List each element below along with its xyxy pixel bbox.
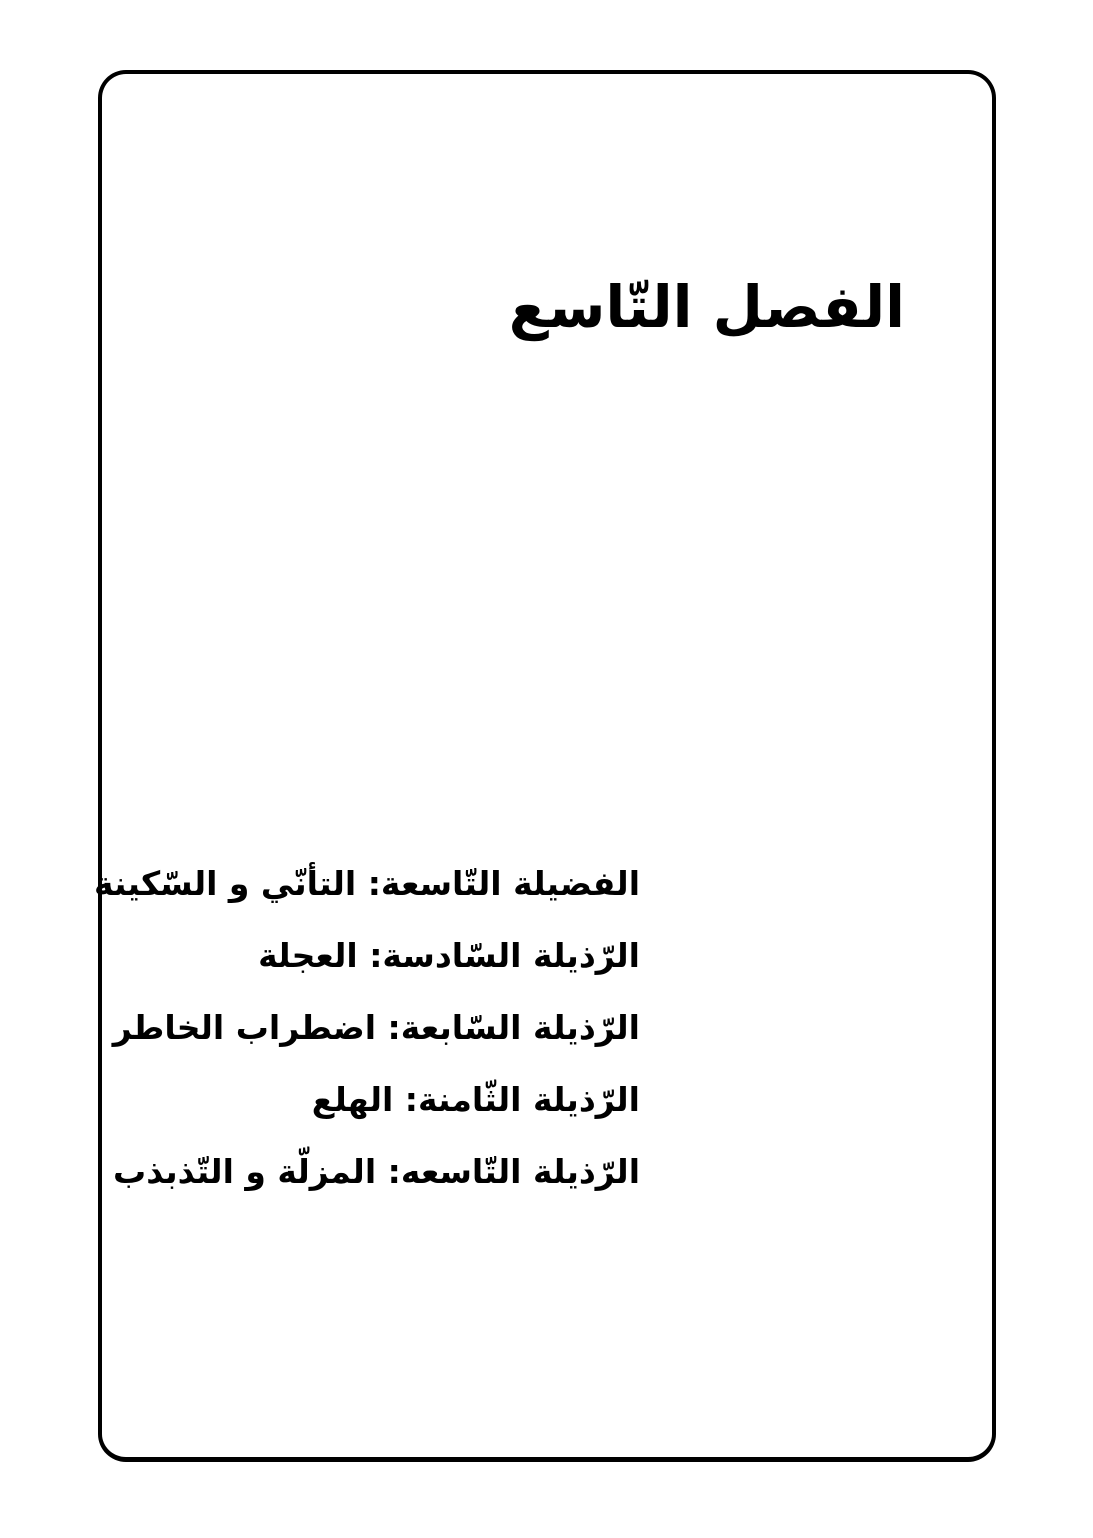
chapter-title: الفصل التّاسع [508, 273, 905, 341]
topic-item: الرّذيلة السّابعة: اضطراب الخاطر [112, 1008, 640, 1047]
topic-item: الرّذيلة التّاسعه: المزلّة و التّذبذب [113, 1152, 640, 1191]
topic-item: الرّذيلة السّادسة: العجلة [258, 936, 640, 975]
topic-item: الرّذيلة الثّامنة: الهلع [311, 1080, 640, 1119]
chapter-topics-list [94, 848, 640, 1208]
topic-item: الفضيلة التّاسعة: التأنّي و السّكينة [93, 864, 640, 903]
